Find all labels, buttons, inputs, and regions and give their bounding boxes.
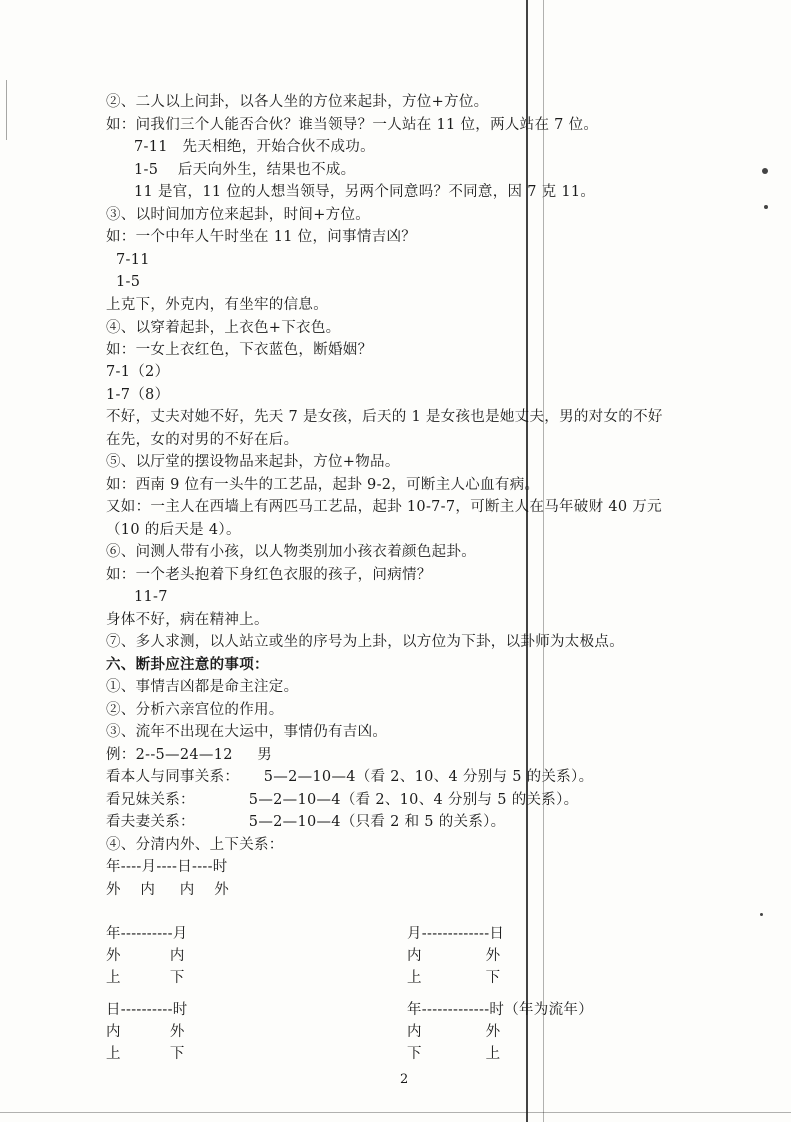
diagram-line: 上 下 [407,970,501,986]
text-line: 7-11 先天相绝，开始合伙不成功。 [134,139,375,155]
scan-speck [760,913,763,916]
text-line: 看本人与同事关系： 5—2—10—4（看 2、10、4 分别与 5 的关系）。 [106,769,594,785]
text-line: 看夫妻关系： 5—2—10—4（只看 2 和 5 的关系）。 [106,814,506,830]
text-line: 如：问我们三个人能否合伙？谁当领导？一人站在 11 位，两人站在 7 位。 [106,117,599,133]
text-line: 上克下，外克内，有坐牢的信息。 [106,297,328,313]
text-line: 在先，女的对男的不好在后。 [106,432,299,448]
diagram-line: 下 上 [407,1046,501,1062]
scan-bottom-line [0,1112,791,1113]
text-line: 又如：一主人在西墙上有两匹马工艺品，起卦 10-7-7，可断主人在马年破财 40 万元 [106,499,662,515]
scan-speck [762,168,768,174]
text-line: 如：西南 9 位有一头牛的工艺品，起卦 9-2，可断主人心血有病。 [106,477,540,493]
diagram-line: 上 下 [106,970,185,986]
diagram-line: 内 外 [106,1024,185,1040]
scan-vertical-line [526,0,528,1122]
text-line: ②、分析六亲宫位的作用。 [106,702,284,718]
text-line: 7-11 [116,252,150,268]
text-line: 身体不好，病在精神上。 [106,612,269,628]
text-line: ⑦、多人求测，以人站立或坐的序号为上卦，以方位为下卦，以卦师为太极点。 [106,634,624,650]
text-line: 外 内 内 外 [106,882,230,898]
text-line: （10 的后天是 4）。 [106,522,241,538]
text-line: 如：一女上衣红色，下衣蓝色，断婚姻？ [106,342,373,358]
text-line: 1-7（8） [106,387,170,403]
section-heading: 六、断卦应注意的事项： [106,656,269,673]
text-line: 1-5 后天向外生，结果也不成。 [134,162,356,178]
scan-vertical-line-faint [543,0,544,1122]
diagram-line: 年-------------时（年为流年） [407,1002,593,1018]
diagram-line: 上 下 [106,1046,185,1062]
diagram-line: 月-------------日 [407,926,505,942]
text-line: 不好，丈夫对她不好，先天 7 是女孩，后天的 1 是女孩也是她丈夫，男的对女的不好 [106,409,663,425]
diagram-line: 内 外 [407,948,501,964]
page-number: 2 [400,1072,409,1087]
text-line: ④、以穿着起卦，上衣色+下衣色。 [106,320,341,336]
scan-speck [764,205,768,209]
diagram-line: 年----------月 [106,926,188,942]
text-line: 如：一个老头抱着下身红色衣服的孩子，问病情？ [106,567,432,583]
diagram-line: 日----------时 [106,1002,188,1018]
text-line: 例：2--5—24—12 男 [106,747,273,763]
text-line: ⑥、问测人带有小孩，以人物类别加小孩衣着颜色起卦。 [106,544,476,560]
text-line: 11-7 [134,589,168,605]
text-line: 11 是官，11 位的人想当领导，另两个同意吗？不同意，因 7 克 11。 [134,184,596,200]
text-line: 年----月----日----时 [106,859,228,875]
text-line: ②、二人以上问卦，以各人坐的方位来起卦，方位+方位。 [106,94,489,110]
diagram-line: 外 内 [106,948,185,964]
text-line: 7-1（2） [106,364,170,380]
scan-left-edge [6,80,7,140]
diagram-line: 内 外 [407,1024,501,1040]
text-line: ④、分清内外、上下关系： [106,837,284,853]
text-line: 看兄妹关系： 5—2—10—4（看 2、10、4 分别与 5 的关系）。 [106,792,579,808]
text-line: ⑤、以厅堂的摆设物品来起卦，方位+物品。 [106,454,400,470]
text-line: 如：一个中年人午时坐在 11 位，问事情吉凶？ [106,229,417,245]
text-line: ①、事情吉凶都是命主注定。 [106,679,299,695]
text-line: 1-5 [116,274,141,290]
text-line: ③、以时间加方位来起卦，时间+方位。 [106,207,371,223]
text-line: ③、流年不出现在大运中，事情仍有吉凶。 [106,724,388,740]
